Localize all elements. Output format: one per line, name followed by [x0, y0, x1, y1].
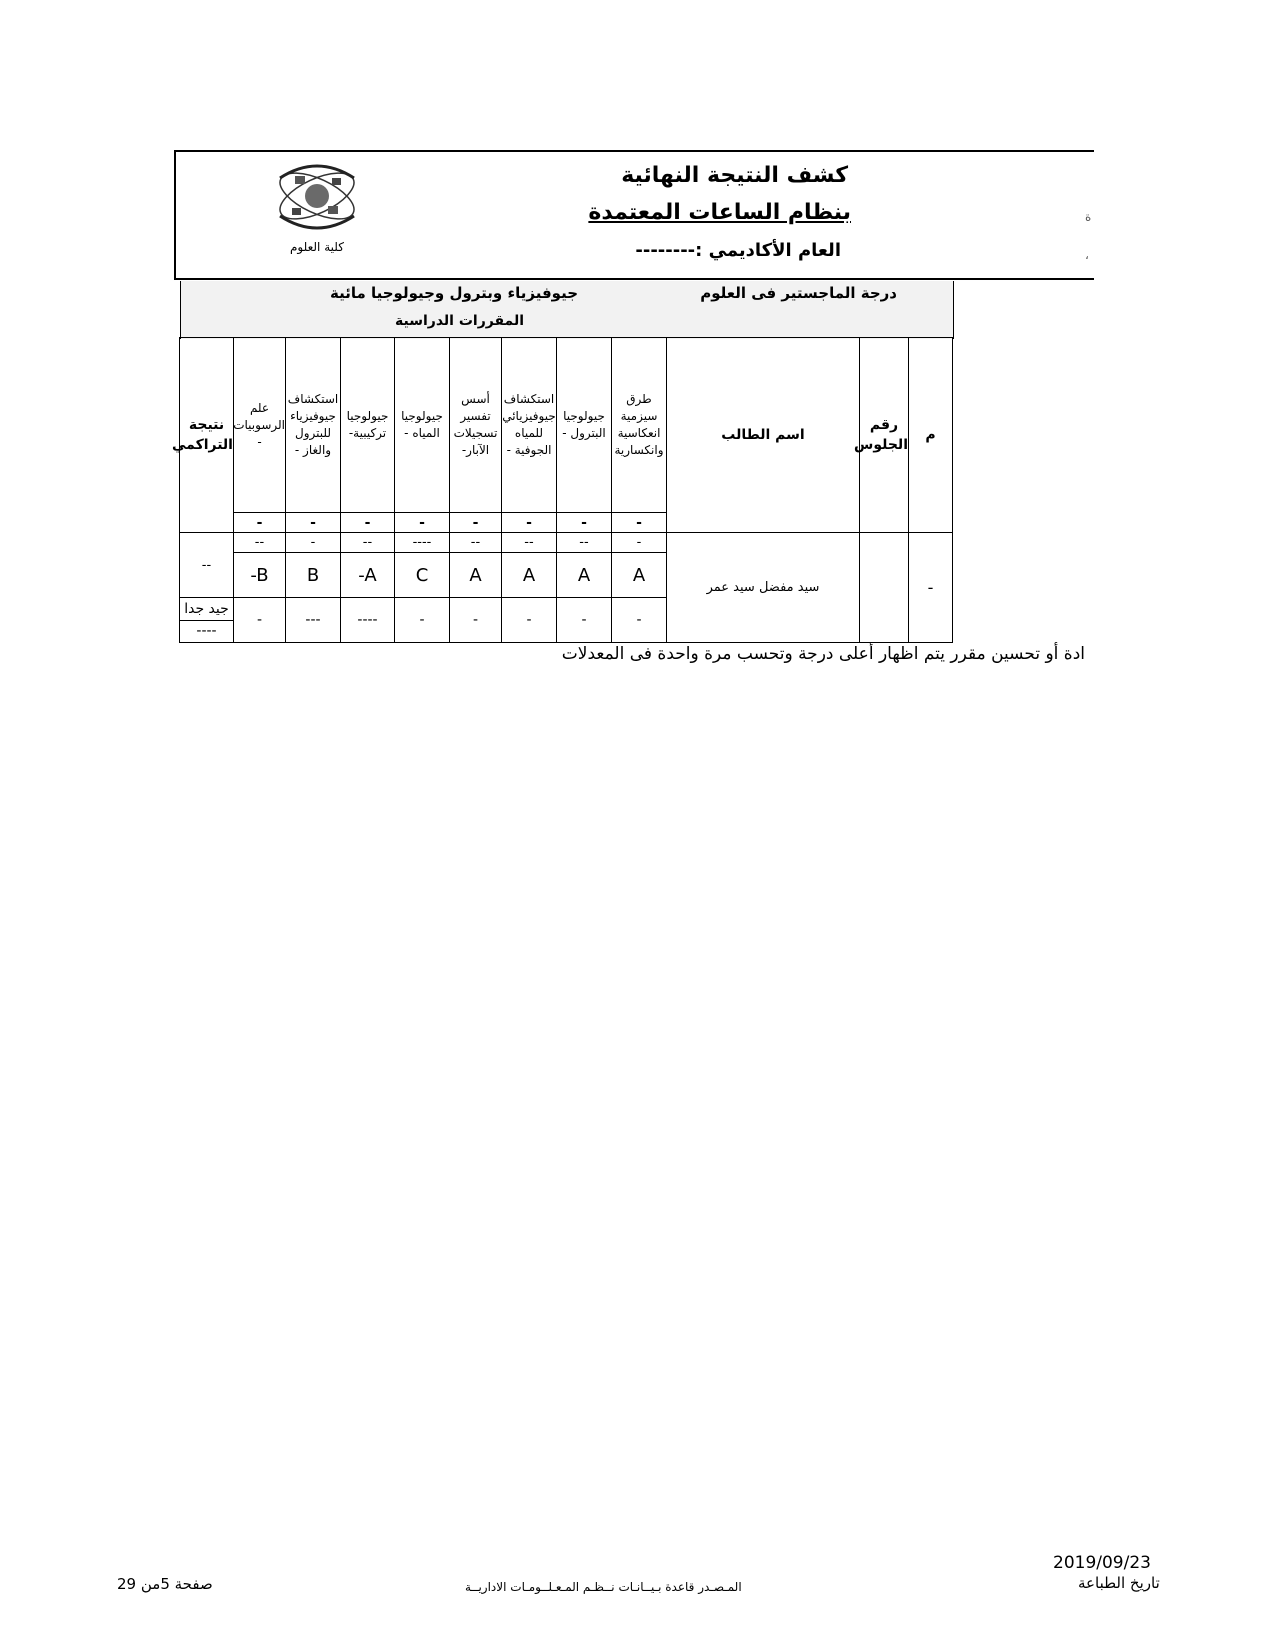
grade-bottom-cell: --- — [286, 598, 341, 643]
grade-cell: -A — [341, 553, 395, 598]
grade-bottom-cell: - — [612, 598, 667, 643]
course-header: طرق سيزمية انعكاسية وانكسارية — [612, 338, 667, 513]
grade-cell: A — [450, 553, 502, 598]
grade-top-cell: -- — [502, 533, 557, 553]
print-date-label: تاريخ الطباعة — [1078, 1574, 1160, 1592]
row-index: - — [909, 533, 953, 643]
result-bottom: ---- — [196, 623, 217, 639]
courses-label: المقررات الدراسية — [395, 313, 525, 329]
page-subtitle: بنظام الساعات المعتمدة — [588, 200, 851, 225]
grade-cell: C — [395, 553, 450, 598]
course-dash: - — [395, 513, 450, 533]
course-header: جيولوجيا تركيبية- — [341, 338, 395, 513]
grade-bottom-cell: - — [395, 598, 450, 643]
header-row — [180, 338, 953, 513]
course-dash: - — [341, 513, 395, 533]
grade-top-cell: -- — [234, 533, 286, 553]
footnote: ادة أو تحسين مقرر يتم اظهار أعلى درجة وتحسب مرة واحدة فى المعدلات — [561, 644, 1085, 664]
grade-cell: -B — [234, 553, 286, 598]
student-name-header: اسم الطالب — [667, 338, 860, 533]
course-dash: - — [612, 513, 667, 533]
grade-bottom-cell: ---- — [341, 598, 395, 643]
print-date: 2019/09/23 — [1053, 1553, 1151, 1573]
course-header: استكشاف جيوفيزياء للبترول والغاز - — [286, 338, 341, 513]
grade-cell: A — [612, 553, 667, 598]
grade-top-cell: -- — [341, 533, 395, 553]
result-bottom-stack — [180, 598, 234, 643]
grade-bottom-cell: - — [234, 598, 286, 643]
student-name: سيد مفضل سيد عمر — [667, 533, 860, 643]
grade-cell: B — [286, 553, 341, 598]
grade-top-cell: -- — [557, 533, 612, 553]
course-dash: - — [557, 513, 612, 533]
course-dash: - — [234, 513, 286, 533]
course-header: علم الرسوبيات - — [234, 338, 286, 513]
seat-number-header: رقم الجلوس — [860, 338, 909, 533]
data-source: المـصـدر قاعدة بـيــانـات نــظـم المـعـلــومـات الاداريــة — [465, 1580, 742, 1594]
student-row-top — [180, 533, 953, 553]
course-header: استكشاف جيوفيزيائي للمياه الجوفية - — [502, 338, 557, 513]
result-top: -- — [180, 533, 234, 598]
index-header: م — [909, 338, 953, 533]
grade-cell: A — [502, 553, 557, 598]
result-header: نتيجة التراكمي — [180, 338, 234, 533]
results-table — [172, 337, 953, 643]
page-title: كشف النتيجة النهائية — [621, 163, 848, 188]
edge-mark: ، — [1085, 248, 1089, 262]
grade-bottom-cell: - — [502, 598, 557, 643]
grade-bottom-cell: - — [450, 598, 502, 643]
grade-top-cell: - — [612, 533, 667, 553]
faculty-logo — [262, 158, 372, 234]
grade-top-cell: -- — [450, 533, 502, 553]
department-name: جيوفيزياء وبترول وجيولوجيا مائية — [330, 284, 578, 302]
seat-number — [860, 533, 909, 643]
course-header: أسس تفسير تسجيلات الآبار- — [450, 338, 502, 513]
result-grade: جيد جدا — [180, 598, 233, 621]
degree-name: درجة الماجستير فى العلوم — [700, 284, 897, 302]
grade-cell: A — [557, 553, 612, 598]
course-dash: - — [286, 513, 341, 533]
academic-year: العام الأكاديمي :-------- — [635, 240, 841, 261]
grade-top-cell: - — [286, 533, 341, 553]
course-dash: - — [502, 513, 557, 533]
page-number: صفحة 5من 29 — [117, 1575, 213, 1593]
course-header: جيولوجيا المياه - — [395, 338, 450, 513]
grade-bottom-cell: - — [557, 598, 612, 643]
course-header: جيولوجيا البترول - — [557, 338, 612, 513]
grade-top-cell: ---- — [395, 533, 450, 553]
faculty-caption: كلية العلوم — [290, 240, 344, 254]
edge-mark: ة — [1085, 210, 1092, 224]
course-dash: - — [450, 513, 502, 533]
